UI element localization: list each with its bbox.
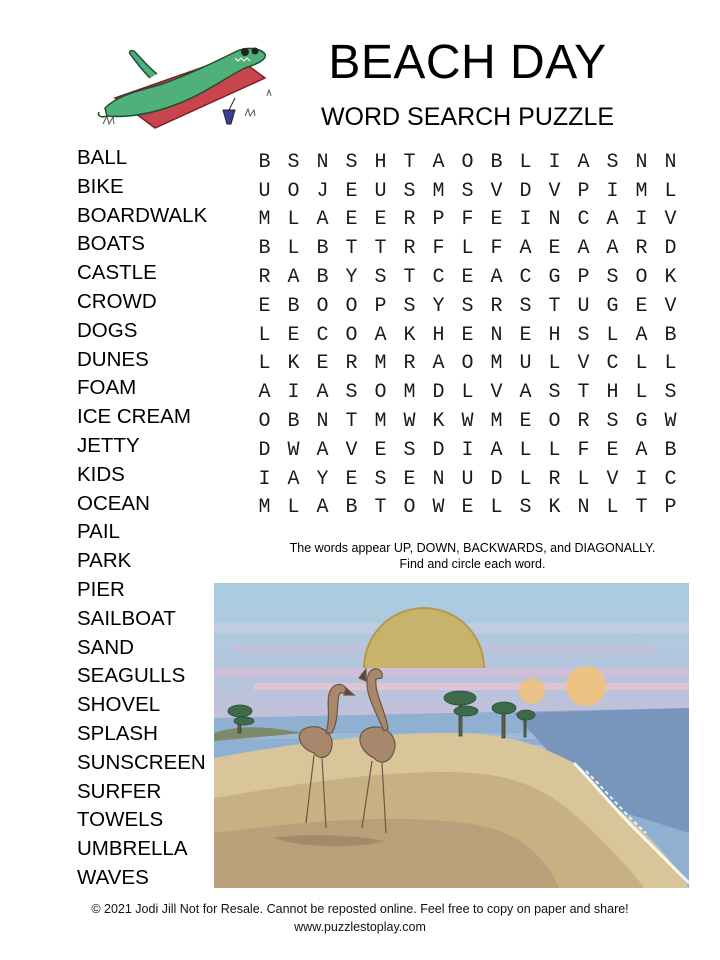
grid-letter[interactable]: E <box>461 496 474 520</box>
grid-letter[interactable]: A <box>606 208 619 232</box>
word-list-item: BOATS <box>77 232 145 256</box>
page-title: BEACH DAY <box>328 36 607 89</box>
word-list-item: BOARDWALK <box>77 203 208 227</box>
grid-letter[interactable]: P <box>374 294 387 318</box>
grid-letter[interactable]: I <box>519 208 532 232</box>
grid-letter[interactable]: D <box>258 438 271 462</box>
grid-letter[interactable]: O <box>345 323 358 347</box>
grid-letter[interactable]: S <box>403 179 416 203</box>
grid-letter[interactable]: V <box>664 294 677 318</box>
grid-letter[interactable]: T <box>548 294 561 318</box>
beach-flamingo-illustration <box>214 583 689 888</box>
grid-letter[interactable]: O <box>345 294 358 318</box>
word-list-item: SURFER <box>77 779 162 803</box>
grid-letter[interactable]: D <box>519 179 532 203</box>
grid-letter[interactable]: I <box>635 467 648 491</box>
grid-letter[interactable]: N <box>548 208 561 232</box>
grid-row <box>250 148 685 177</box>
grid-letter[interactable]: L <box>461 237 474 261</box>
grid-letter[interactable]: C <box>606 352 619 376</box>
word-list <box>77 144 207 893</box>
grid-letter[interactable]: G <box>635 410 648 434</box>
grid-letter[interactable]: I <box>548 150 561 174</box>
grid-letter[interactable]: Y <box>345 266 358 290</box>
grid-letter[interactable]: A <box>258 381 271 405</box>
grid-letter[interactable]: L <box>635 352 648 376</box>
grid-row <box>250 436 685 465</box>
grid-letter[interactable]: P <box>432 208 445 232</box>
grid-letter[interactable]: B <box>316 266 329 290</box>
grid-letter[interactable]: E <box>345 467 358 491</box>
grid-letter[interactable]: D <box>490 467 503 491</box>
grid-letter[interactable]: A <box>577 237 590 261</box>
word-list-item: SEAGULLS <box>77 664 186 688</box>
grid-letter[interactable]: T <box>577 381 590 405</box>
grid-letter[interactable]: L <box>258 323 271 347</box>
grid-letter[interactable]: H <box>548 323 561 347</box>
grid-letter[interactable]: O <box>374 381 387 405</box>
grid-letter[interactable]: R <box>403 208 416 232</box>
grid-letter[interactable]: S <box>577 323 590 347</box>
grid-row <box>250 177 685 206</box>
instructions-line: Find and circle each word. <box>399 557 546 571</box>
grid-letter[interactable]: E <box>287 323 300 347</box>
grid-letter[interactable]: K <box>548 496 561 520</box>
grid-letter[interactable]: F <box>577 438 590 462</box>
word-list-item: ICE CREAM <box>77 405 191 429</box>
grid-letter[interactable]: V <box>490 381 503 405</box>
grid-letter[interactable]: A <box>519 381 532 405</box>
grid-letter[interactable]: C <box>664 467 677 491</box>
grid-letter[interactable]: L <box>519 150 532 174</box>
grid-letter[interactable]: C <box>519 266 532 290</box>
grid-letter[interactable]: L <box>258 352 271 376</box>
grid-letter[interactable]: E <box>345 208 358 232</box>
grid-letter[interactable]: A <box>316 438 329 462</box>
grid-letter[interactable]: E <box>258 294 271 318</box>
grid-letter[interactable]: A <box>490 438 503 462</box>
word-list-item: PARK <box>77 549 132 573</box>
grid-letter[interactable]: V <box>606 467 619 491</box>
grid-letter[interactable]: W <box>403 410 416 434</box>
grid-letter[interactable]: A <box>374 323 387 347</box>
grid-letter[interactable]: C <box>432 266 445 290</box>
footer <box>0 900 720 936</box>
grid-letter[interactable]: B <box>316 237 329 261</box>
word-list-item: FOAM <box>77 376 137 400</box>
grid-letter[interactable]: S <box>403 438 416 462</box>
grid-letter[interactable]: E <box>316 352 329 376</box>
grid-letter[interactable]: L <box>635 381 648 405</box>
grid-letter[interactable]: S <box>606 410 619 434</box>
grid-letter[interactable]: P <box>577 179 590 203</box>
grid-letter[interactable]: S <box>548 381 561 405</box>
grid-letter[interactable]: B <box>287 294 300 318</box>
word-list-item: SUNSCREEN <box>77 750 206 774</box>
grid-letter[interactable]: M <box>432 179 445 203</box>
grid-letter[interactable]: D <box>432 381 445 405</box>
grid-letter[interactable]: O <box>635 266 648 290</box>
grid-letter[interactable]: M <box>403 381 416 405</box>
grid-letter[interactable]: R <box>345 352 358 376</box>
grid-letter[interactable]: I <box>635 208 648 232</box>
grid-letter[interactable]: T <box>635 496 648 520</box>
grid-letter[interactable]: S <box>519 496 532 520</box>
grid-letter[interactable]: P <box>577 266 590 290</box>
grid-row <box>250 407 685 436</box>
grid-letter[interactable]: K <box>432 410 445 434</box>
grid-letter[interactable]: U <box>577 294 590 318</box>
grid-letter[interactable]: V <box>664 208 677 232</box>
grid-letter[interactable]: U <box>519 352 532 376</box>
grid-letter[interactable]: S <box>664 381 677 405</box>
grid-letter[interactable]: V <box>577 352 590 376</box>
grid-letter[interactable]: S <box>519 294 532 318</box>
grid-letter[interactable]: O <box>403 496 416 520</box>
grid-letter[interactable]: B <box>287 410 300 434</box>
grid-letter[interactable]: V <box>548 179 561 203</box>
word-list-item: PIER <box>77 577 125 601</box>
grid-letter[interactable]: N <box>664 150 677 174</box>
grid-letter[interactable]: I <box>461 438 474 462</box>
grid-letter[interactable]: S <box>403 294 416 318</box>
grid-row <box>250 465 685 494</box>
grid-letter[interactable]: L <box>287 496 300 520</box>
grid-letter[interactable]: O <box>548 410 561 434</box>
grid-letter[interactable]: E <box>606 438 619 462</box>
grid-letter[interactable]: E <box>490 208 503 232</box>
word-list-item: PAIL <box>77 520 120 544</box>
grid-letter[interactable]: K <box>287 352 300 376</box>
grid-letter[interactable]: L <box>664 179 677 203</box>
grid-letter[interactable]: R <box>403 237 416 261</box>
grid-letter[interactable]: L <box>490 496 503 520</box>
grid-letter[interactable]: M <box>490 352 503 376</box>
grid-letter[interactable]: A <box>490 266 503 290</box>
grid-row <box>250 206 685 235</box>
word-list-item: TOWELS <box>77 808 164 832</box>
grid-letter[interactable]: E <box>345 179 358 203</box>
word-list-item: SAND <box>77 635 134 659</box>
word-list-item: DOGS <box>77 318 138 342</box>
grid-letter[interactable]: B <box>258 150 271 174</box>
grid-letter[interactable]: N <box>635 150 648 174</box>
grid-letter[interactable]: K <box>664 266 677 290</box>
grid-letter[interactable]: E <box>461 266 474 290</box>
grid-letter[interactable]: N <box>316 410 329 434</box>
grid-letter[interactable]: B <box>258 237 271 261</box>
grid-letter[interactable]: L <box>287 208 300 232</box>
grid-letter[interactable]: O <box>287 179 300 203</box>
grid-letter[interactable]: F <box>490 237 503 261</box>
grid-letter[interactable]: L <box>548 352 561 376</box>
word-list-item: BIKE <box>77 174 124 198</box>
grid-letter[interactable]: U <box>374 179 387 203</box>
copyright-notice: © 2021 Jodi Jill Not for Resale. Cannot be reposted online. Feel free to copy on paper and share! <box>91 902 629 916</box>
grid-letter[interactable]: R <box>403 352 416 376</box>
grid-letter[interactable]: S <box>461 294 474 318</box>
word-list-item: WAVES <box>77 865 149 889</box>
grid-letter[interactable]: E <box>403 467 416 491</box>
instructions <box>255 540 690 572</box>
word-list-item: SHOVEL <box>77 693 161 717</box>
alligator-sunbathing-illustration <box>95 38 275 133</box>
grid-letter[interactable]: F <box>461 208 474 232</box>
grid-letter[interactable]: A <box>635 438 648 462</box>
grid-letter[interactable]: D <box>432 438 445 462</box>
grid-letter[interactable]: L <box>548 438 561 462</box>
grid-letter[interactable]: S <box>345 150 358 174</box>
grid-letter[interactable]: J <box>316 179 329 203</box>
grid-letter[interactable]: M <box>635 179 648 203</box>
grid-letter[interactable]: A <box>316 208 329 232</box>
grid-letter[interactable]: R <box>577 410 590 434</box>
grid-letter[interactable]: E <box>519 410 532 434</box>
grid-letter[interactable]: F <box>432 237 445 261</box>
grid-letter[interactable]: Y <box>432 294 445 318</box>
grid-letter[interactable]: T <box>345 237 358 261</box>
grid-letter[interactable]: U <box>258 179 271 203</box>
grid-letter[interactable]: R <box>548 467 561 491</box>
grid-letter[interactable]: N <box>490 323 503 347</box>
grid-letter[interactable]: E <box>519 323 532 347</box>
grid-letter[interactable]: L <box>519 467 532 491</box>
grid-letter[interactable]: V <box>345 438 358 462</box>
grid-letter[interactable]: W <box>664 410 677 434</box>
grid-letter[interactable]: E <box>374 438 387 462</box>
word-list-item: CASTLE <box>77 261 157 285</box>
grid-letter[interactable]: S <box>461 179 474 203</box>
grid-letter[interactable]: L <box>519 438 532 462</box>
grid-letter[interactable]: W <box>461 410 474 434</box>
grid-letter[interactable]: L <box>461 381 474 405</box>
grid-letter[interactable]: C <box>577 208 590 232</box>
instructions-line: The words appear UP, DOWN, BACKWARDS, and DIAGONALLY. <box>289 541 656 555</box>
grid-letter[interactable]: H <box>374 150 387 174</box>
grid-letter[interactable]: S <box>374 266 387 290</box>
grid-letter[interactable]: A <box>316 381 329 405</box>
grid-letter[interactable]: M <box>258 208 271 232</box>
grid-letter[interactable]: B <box>345 496 358 520</box>
grid-letter[interactable]: O <box>316 294 329 318</box>
grid-row <box>250 494 685 523</box>
grid-letter[interactable]: A <box>316 496 329 520</box>
grid-letter[interactable]: M <box>258 496 271 520</box>
grid-letter[interactable]: E <box>635 294 648 318</box>
grid-letter[interactable]: I <box>287 381 300 405</box>
grid-letter[interactable]: A <box>432 150 445 174</box>
grid-letter[interactable]: S <box>374 467 387 491</box>
grid-letter[interactable]: M <box>374 410 387 434</box>
grid-letter[interactable]: O <box>461 352 474 376</box>
grid-letter[interactable]: D <box>664 237 677 261</box>
grid-letter[interactable]: R <box>258 266 271 290</box>
grid-letter[interactable]: T <box>403 150 416 174</box>
grid-letter[interactable]: Y <box>316 467 329 491</box>
grid-letter[interactable]: N <box>432 467 445 491</box>
grid-letter[interactable]: A <box>635 323 648 347</box>
grid-row <box>250 263 685 292</box>
grid-letter[interactable]: C <box>316 323 329 347</box>
grid-letter[interactable]: R <box>635 237 648 261</box>
grid-letter[interactable]: A <box>606 237 619 261</box>
word-search-grid <box>250 148 685 522</box>
word-list-item: DUNES <box>77 347 149 371</box>
grid-letter[interactable]: T <box>345 410 358 434</box>
grid-letter[interactable]: N <box>577 496 590 520</box>
word-list-item: BALL <box>77 146 128 169</box>
grid-letter[interactable]: E <box>461 323 474 347</box>
grid-letter[interactable]: S <box>606 266 619 290</box>
grid-letter[interactable]: M <box>374 352 387 376</box>
word-list-item: KIDS <box>77 462 125 486</box>
grid-letter[interactable]: I <box>606 179 619 203</box>
word-list-item: JETTY <box>77 433 140 457</box>
grid-letter[interactable]: S <box>606 150 619 174</box>
grid-letter[interactable]: L <box>606 496 619 520</box>
grid-letter[interactable]: A <box>287 266 300 290</box>
site-url[interactable]: www.puzzlestoplay.com <box>294 920 426 934</box>
grid-letter[interactable]: U <box>461 467 474 491</box>
grid-letter[interactable]: E <box>374 208 387 232</box>
grid-letter[interactable]: W <box>432 496 445 520</box>
grid-letter[interactable]: A <box>577 150 590 174</box>
word-list-item: OCEAN <box>77 491 150 515</box>
grid-letter[interactable]: A <box>432 352 445 376</box>
word-list-item: CROWD <box>77 289 157 313</box>
word-list-item: SPLASH <box>77 721 158 745</box>
grid-letter[interactable]: A <box>287 467 300 491</box>
grid-letter[interactable]: S <box>287 150 300 174</box>
grid-letter[interactable]: S <box>345 381 358 405</box>
grid-letter[interactable]: M <box>490 410 503 434</box>
grid-letter[interactable]: T <box>374 496 387 520</box>
grid-letter[interactable]: O <box>258 410 271 434</box>
page-subtitle: WORD SEARCH PUZZLE <box>320 103 615 131</box>
grid-letter[interactable]: G <box>606 294 619 318</box>
grid-letter[interactable]: B <box>490 150 503 174</box>
grid-letter[interactable]: H <box>432 323 445 347</box>
grid-letter[interactable]: A <box>519 237 532 261</box>
grid-letter[interactable]: L <box>606 323 619 347</box>
grid-letter[interactable]: K <box>403 323 416 347</box>
grid-letter[interactable]: G <box>548 266 561 290</box>
grid-letter[interactable]: T <box>403 266 416 290</box>
grid-row <box>250 378 685 407</box>
grid-row <box>250 350 685 379</box>
grid-letter[interactable]: T <box>374 237 387 261</box>
word-list-item: UMBRELLA <box>77 837 188 861</box>
grid-letter[interactable]: L <box>287 237 300 261</box>
grid-letter[interactable]: L <box>577 467 590 491</box>
grid-letter[interactable]: W <box>287 438 300 462</box>
grid-letter[interactable]: V <box>490 179 503 203</box>
grid-letter[interactable]: L <box>664 352 677 376</box>
grid-row <box>250 292 685 321</box>
grid-row <box>250 321 685 350</box>
grid-letter[interactable]: N <box>316 150 329 174</box>
grid-letter[interactable]: B <box>664 438 677 462</box>
word-list-item: SAILBOAT <box>77 606 176 630</box>
grid-letter[interactable]: I <box>258 467 271 491</box>
grid-letter[interactable]: B <box>664 323 677 347</box>
grid-row <box>250 234 685 263</box>
grid-letter[interactable]: P <box>664 496 677 520</box>
grid-letter[interactable]: O <box>461 150 474 174</box>
grid-letter[interactable]: E <box>548 237 561 261</box>
grid-letter[interactable]: R <box>490 294 503 318</box>
grid-letter[interactable]: H <box>606 381 619 405</box>
